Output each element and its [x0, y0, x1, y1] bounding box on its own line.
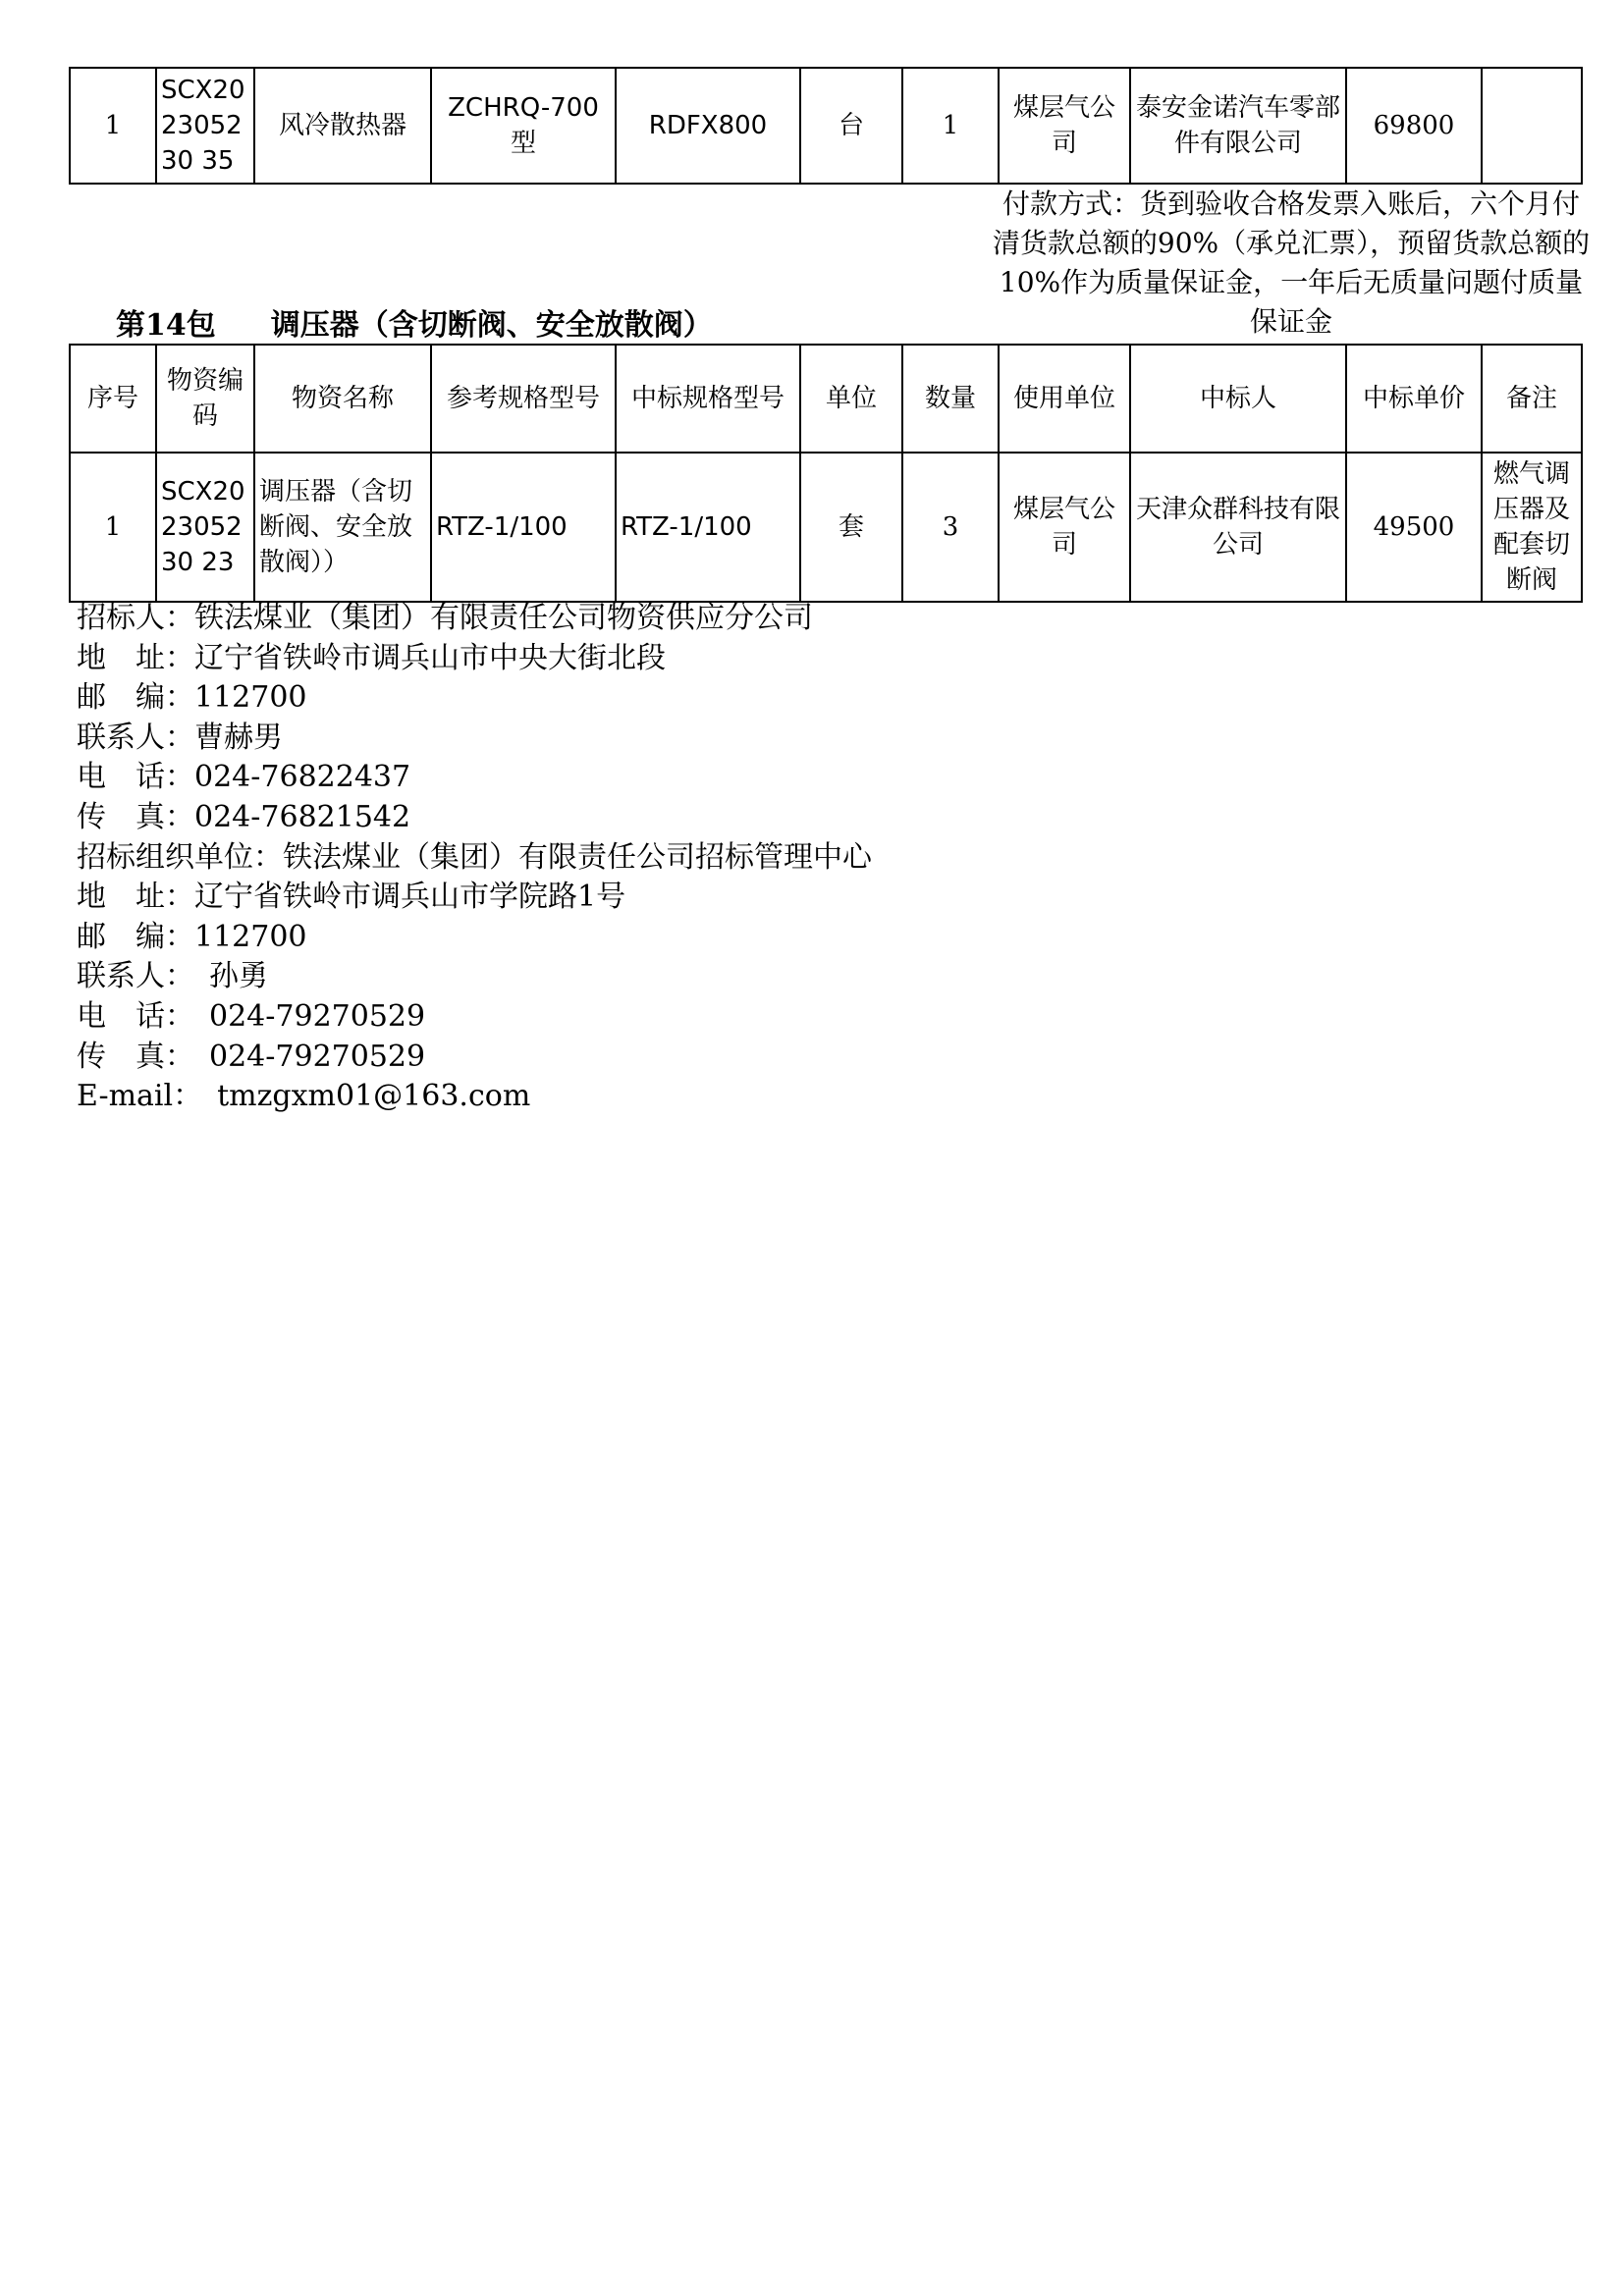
- name-cell: 风冷散热器: [254, 68, 431, 184]
- table-row: [70, 68, 1582, 184]
- fax-line: 传 真：024-76821542: [77, 799, 411, 834]
- header-cell: 物资编码: [156, 345, 254, 453]
- header-cell: 中标规格型号: [616, 345, 800, 453]
- win-spec-cell: RTZ-1/100: [616, 453, 800, 602]
- fax-line: 传 真： 024-79270529: [77, 1039, 426, 1074]
- user-cell: 煤层气公司: [999, 68, 1130, 184]
- header-row: [70, 345, 1582, 453]
- ref-spec-cell: ZCHRQ-700型: [431, 68, 616, 184]
- winner-cell: 泰安金诺汽车零部件有限公司: [1130, 68, 1346, 184]
- code-cell: SCX202305230 35: [156, 68, 254, 184]
- table-row: [70, 453, 1582, 602]
- organizer-line: 招标组织单位：铁法煤业（集团）有限责任公司招标管理中心: [77, 839, 872, 875]
- seq-cell: 1: [70, 453, 156, 602]
- payment-terms: 付款方式：货到验收合格发票入账后，六个月付清货款总额的90%（承兑汇票），预留货款总额的10%作为质量保证金，一年后无质量问题付质量保证金: [992, 187, 1591, 338]
- contact-person-line: 联系人： 孙勇: [77, 959, 268, 994]
- zip-line: 邮 编：112700: [77, 680, 307, 716]
- qty-cell: 3: [902, 453, 999, 602]
- note-cell: 燃气调压器及配套切断阀: [1482, 453, 1582, 602]
- header-cell: 中标单价: [1346, 345, 1482, 453]
- package14-table: [69, 344, 1583, 603]
- header-cell: 物资名称: [254, 345, 431, 453]
- header-cell: 中标人: [1130, 345, 1346, 453]
- package-heading: [116, 306, 713, 346]
- header-cell: 使用单位: [999, 345, 1130, 453]
- seq-cell: 1: [70, 68, 156, 184]
- winner-cell: 天津众群科技有限公司: [1130, 453, 1346, 602]
- header-cell: 序号: [70, 345, 156, 453]
- header-cell: 参考规格型号: [431, 345, 616, 453]
- phone-line: 电 话：024-76822437: [77, 760, 411, 795]
- package-number: 第14包: [116, 308, 216, 343]
- header-cell: 数量: [902, 345, 999, 453]
- contact-person-line: 联系人：曹赫男: [77, 720, 283, 755]
- user-cell: 煤层气公司: [999, 453, 1130, 602]
- win-spec-cell: RDFX800: [616, 68, 800, 184]
- header-cell: 备注: [1482, 345, 1582, 453]
- address-line: 地 址：辽宁省铁岭市调兵山市学院路1号: [77, 880, 626, 915]
- email-line: E-mail： tmzgxm01@163.com: [77, 1079, 531, 1114]
- unit-cell: 台: [800, 68, 902, 184]
- qty-cell: 1: [902, 68, 999, 184]
- header-cell: 单位: [800, 345, 902, 453]
- zip-line: 邮 编：112700: [77, 919, 307, 954]
- ref-spec-cell: RTZ-1/100: [431, 453, 616, 602]
- tenderer-line: 招标人：铁法煤业（集团）有限责任公司物资供应分公司: [77, 601, 813, 635]
- note-cell: [1482, 68, 1582, 184]
- name-cell: 调压器（含切断阀、安全放散阀））: [254, 453, 431, 602]
- code-cell: SCX202305230 23: [156, 453, 254, 602]
- phone-line: 电 话： 024-79270529: [77, 998, 426, 1034]
- price-cell: 69800: [1346, 68, 1482, 184]
- contact-block: [77, 599, 872, 1117]
- price-cell: 49500: [1346, 453, 1482, 602]
- package-title: 调压器（含切断阀、安全放散阀）: [270, 308, 713, 343]
- address-line: 地 址：辽宁省铁岭市调兵山市中央大街北段: [77, 640, 666, 675]
- package13-table: [69, 67, 1583, 185]
- unit-cell: 套: [800, 453, 902, 602]
